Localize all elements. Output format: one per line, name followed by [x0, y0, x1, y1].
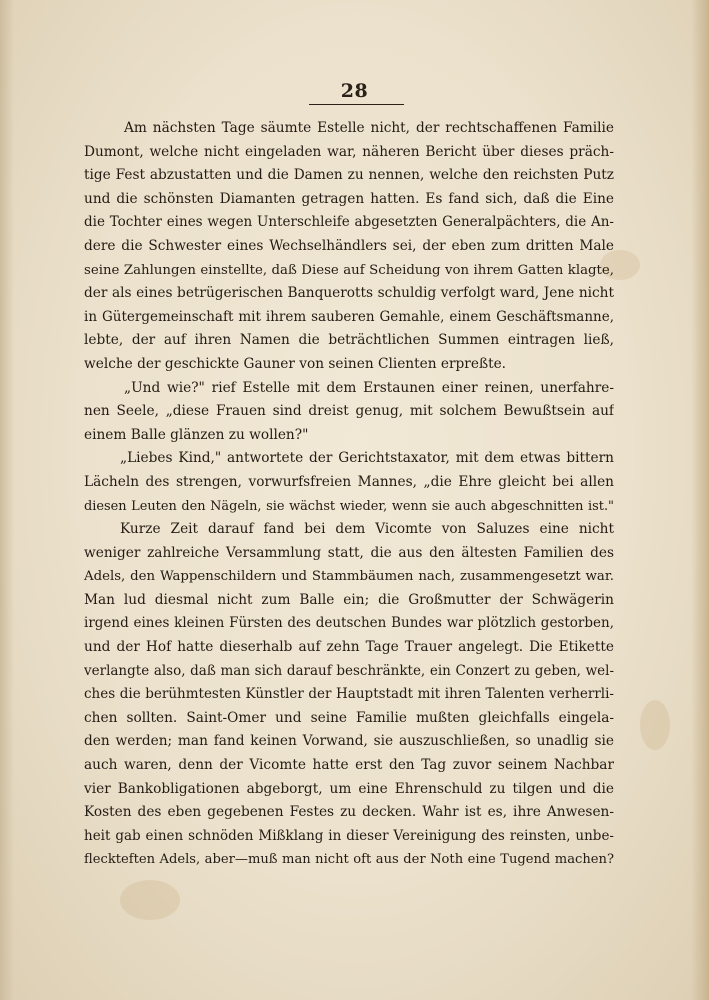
text-line: „Liebes Kind," antwortete der Gerichtstaxator, mit dem etwas bittern [120, 450, 614, 467]
text-line: ches die berühmtesten Künstler der Hauptstadt mit ihren Talenten verherrli- [84, 686, 614, 703]
text-line: Dumont, welche nicht eingeladen war, näheren Bericht über dieses präch- [84, 143, 614, 160]
text-line: seine Zahlungen einstellte, daß Diese auf Scheidung von ihrem Gatten klagte, [84, 262, 614, 278]
text-line: fleckteften Adels, aber—muß man nicht oft aus der Noth eine Tugend machen? [84, 852, 614, 868]
text-line: und der Hof hatte dieserhalb auf zehn Tage Trauer angelegt. Die Etikette [84, 639, 614, 656]
text-line: in Gütergemeinschaft mit ihrem sauberen Gemahle, einem Geschäftsmanne, [84, 308, 614, 325]
text-line: weniger zahlreiche Versammlung statt, die aus den ältesten Familien des [84, 544, 614, 561]
text-line: Adels, den Wappenschildern und Stammbäumen nach, zusammengesetzt war. [84, 569, 614, 585]
text-line: irgend eines kleinen Fürsten des deutschen Bundes war plötzlich gestorben, [84, 615, 614, 632]
text-line: chen sollten. Saint-Omer und seine Familie mußten gleichfalls eingela- [84, 709, 614, 726]
body-text [84, 117, 614, 872]
page-shadow-left [0, 0, 14, 1000]
text-line: die Tochter eines wegen Unterschleife abgesetzten Generalpächters, die An- [84, 214, 614, 231]
page-shadow-right [691, 0, 709, 1000]
text-line: tige Fest abzustatten und die Damen zu nennen, welche den reichsten Putz [84, 167, 614, 184]
page-number: 28 [340, 80, 369, 102]
text-line: lebte, der auf ihren Namen die beträchtlichen Summen eintragen ließ, [84, 332, 614, 349]
text-line: Kosten des eben gegebenen Festes zu decken. Wahr ist es, ihre Anwesen- [84, 804, 614, 821]
text-line: den werden; man fand keinen Vorwand, sie auszuschließen, so unadlig sie [84, 733, 614, 750]
text-line: vier Bankobligationen abgeborgt, um eine Ehrenschuld zu tilgen und die [84, 780, 614, 797]
text-line: „Und wie?" rief Estelle mit dem Erstaunen einer reinen, unerfahre- [124, 379, 614, 396]
text-line: Man lud diesmal nicht zum Balle ein; die Großmutter der Schwägerin [84, 591, 614, 608]
text-line: dere die Schwester eines Wechselhändlers sei, der eben zum dritten Male [84, 237, 614, 254]
text-line: verlangte also, daß man sich darauf beschränkte, ein Conzert zu geben, wel- [84, 662, 614, 679]
text-line: Am nächsten Tage säumte Estelle nicht, der rechtschaffenen Familie [124, 120, 614, 136]
header-rule [309, 104, 404, 105]
text-line: nen Seele, „diese Frauen sind dreist genug, mit solchem Bewußtsein auf [84, 403, 614, 420]
text-line: und die schönsten Diamanten getragen hatten. Es fand sich, daß die Eine [84, 190, 614, 207]
paper-stain [640, 700, 670, 750]
text-line: diesen Leuten den Nägeln, sie wächst wieder, wenn sie auch abgeschnitten ist." [84, 498, 614, 514]
text-line: Kurze Zeit darauf fand bei dem Vicomte von Saluzes eine nicht [120, 521, 614, 538]
text-line: Lächeln des strengen, vorwurfsfreien Mannes, „die Ehre gleicht bei allen [84, 473, 614, 490]
text-line: heit gab einen schnöden Mißklang in dieser Vereinigung des reinsten, unbe- [84, 827, 614, 844]
paper-stain [120, 880, 180, 920]
text-line: der als eines betrügerischen Banquerotts schuldig verfolgt ward, Jene nicht [84, 285, 614, 302]
text-line: einem Balle glänzen zu wollen?" [84, 426, 309, 443]
text-line: welche der geschickte Gauner von seinen Clienten erpreßte. [84, 355, 507, 372]
text-line: auch waren, denn der Vicomte hatte erst den Tag zuvor seinem Nachbar [84, 757, 614, 774]
